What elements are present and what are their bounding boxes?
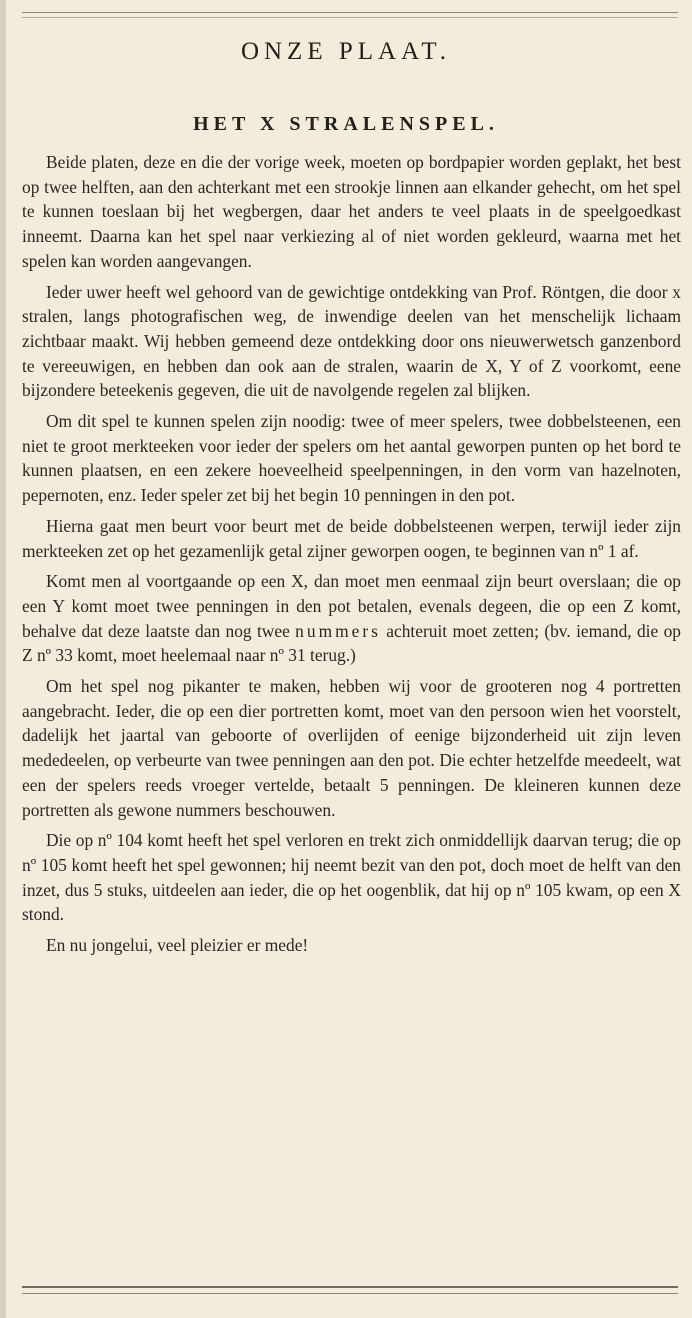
bottom-rule (22, 1286, 678, 1294)
rules-text-start: Komt men al voortgaande op een X, dan moet men eenmaal zijn beurt overslaan; die op een Y komt moet twee penningen in den pot betalen, evenals degeen, die op een Z komt, behalve dat deze laatste dan nog twee (22, 571, 681, 641)
top-rule (22, 12, 678, 18)
rules-emphasis: nummers (295, 620, 381, 641)
rules-text-end: achteruit moet zetten; (bv. iemand, die op Z nº 33 komt, moet heelemaal naar nº 31 terug.) (22, 620, 681, 666)
article-title: HET X STRALENSPEL. (193, 113, 499, 135)
paragraph-portraits: Om het spel nog pikanter te maken, hebben wij voor de grooteren nog 4 portretten aangebracht. Ieder, die op een dier portretten komt, moet van den persoon wien het voorstelt, dadelijk het jaartal van geboorte of overlijden of eenige bijzonderheid uit zijn leven mededeelen, op verbeurte van twee penningen aan den pot. Die echter hetzelfde meedeelt, wat een der spelers reeds vroeger vertelde, betaalt 5 penningen. De kleineren kunnen deze portretten als gewone nummers beschouwen. (22, 676, 681, 820)
paragraph-turns: Hierna gaat men beurt voor beurt met de beide dobbelsteenen werpen, terwijl ieder zijn merkteeken zet op het gezamenlijk getal zijner geworpen oogen, te beginnen van nº 1 af. (22, 515, 681, 561)
page-title: ONZE PLAAT. (240, 38, 452, 65)
paragraph-ending: Die op nº 104 komt heeft het spel verloren en trekt zich onmiddellijk daarvan terug; die op nº 105 komt heeft het spel gewonnen; hij neemt bezit van den pot, doch moet de helft van den inzet, dus 5 stuks, uitdeelen aan ieder, die op het oogenblik, dat hij op nº 105 kwam, op een X stond. (22, 830, 681, 925)
paragraph-rontgen: Ieder uwer heeft wel gehoord van de gewichtige ontdekking van Prof. Röntgen, die door x stralen, langs photografischen weg, de inwendige deelen van het menschelijk lichaam zichtbaar maakt. Wij hebben gemeend deze ontdekking door ons nieuwerwetsch ganzenbord te vereeuwigen, en hebben dan ook aan de stralen, waarin de X, Y of Z voorkomt, eene bijzondere beteekenis gegeven, die uit de navolgende regelen zal blijken. (22, 281, 681, 401)
paragraph-closing: En nu jongelui, veel pleizier er mede! (46, 935, 309, 956)
paragraph-xyz-rules (22, 569, 681, 668)
paragraph-intro: Beide platen, deze en die der vorige week, moeten op bordpapier worden geplakt, het best op twee helften, aan den achterkant met een strookje linnen aan elkander gehecht, om het spel te kunnen toeslaan bij het wegbergen, daar het anders te veel plaats in de speelgoedkast inneemt. Daarna kan het spel naar verkiezing al of niet worden gekleurd, waarna met het spelen kan worden aangevangen. (22, 152, 681, 271)
paragraph-requirements: Om dit spel te kunnen spelen zijn noodig: twee of meer spelers, twee dobbelsteenen, een niet te groot merkteeken voor ieder der spelers om het aantal geworpen punten op het bord te kunnen plaatsen, en een zekere hoeveelheid speelpenningen, in den vorm van hazelnoten, pepernoten, enz. Ieder speler zet bij het begin 10 penningen in den pot. (22, 411, 681, 506)
page-edge (0, 0, 6, 1318)
article-body (22, 150, 681, 964)
